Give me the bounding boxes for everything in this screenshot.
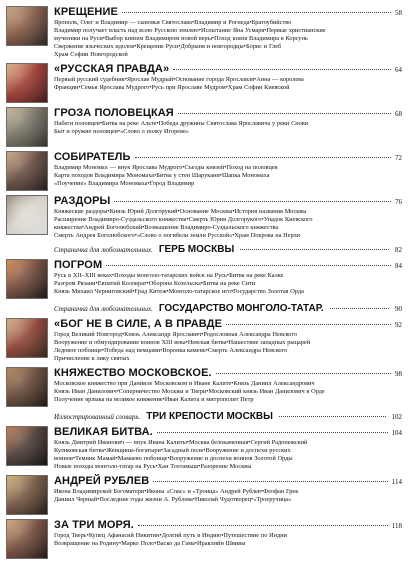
toc-page-number: 104 — [391, 429, 402, 437]
toc-page-number: 118 — [391, 522, 402, 530]
thumbnail-image — [6, 519, 48, 559]
toc-description — [54, 272, 402, 296]
thumbnail-image — [6, 426, 48, 466]
toc-description — [54, 380, 402, 404]
toc-title-line — [54, 151, 402, 163]
toc-page-number: 114 — [391, 478, 402, 486]
toc-description-line: Набеги половцев•Битва на реке Альте•Победа дружины Святослава Ярославича у реки Снови — [54, 120, 309, 127]
toc-page-number: 72 — [395, 154, 402, 162]
toc-title: «РУССКАЯ ПРАВДА» — [54, 63, 170, 75]
toc-description — [54, 164, 402, 188]
toc-row[interactable] — [6, 519, 402, 559]
toc-description-line: Ярополк, Олег и Владимир — сыновья Святослава•Владимир и Рогнеда•Братоубийство — [54, 19, 292, 26]
toc-title: КНЯЖЕСТВО МОСКОВСКОЕ. — [54, 367, 212, 379]
thumbnail-image — [6, 318, 48, 358]
toc-plain-prefix: Страничка для любознательных. — [54, 305, 153, 313]
toc-leader-dots — [153, 481, 387, 482]
toc-title: АНДРЕЙ РУБЛЕВ — [54, 475, 150, 487]
toc-description-line: Новые походы монголо-татар на Русь•Хан Тохтамыш•Разорение Москвы — [54, 463, 252, 470]
toc-page-number: 102 — [391, 413, 402, 421]
toc-plain-row[interactable] — [54, 303, 402, 314]
toc-page-number: 98 — [395, 370, 402, 378]
toc-description — [54, 331, 402, 363]
toc-plain-title: ГОСУДАРСТВО МОНГОЛО-ТАТАР. — [158, 303, 324, 314]
toc-row[interactable] — [6, 367, 402, 407]
toc-description-line: Карта походов Владимира Мономаха•Битва у стен Шарукани•Шапка Мономаха — [54, 172, 270, 179]
toc-row[interactable] — [6, 6, 402, 59]
toc-description — [54, 76, 402, 92]
toc-description-line: Московское княжество при Данииле Московском и Иване Калите•Князь Даниил Александрович — [54, 380, 315, 387]
toc-text — [54, 151, 402, 191]
toc-description-line: Храм Софии Новгородской — [54, 51, 128, 58]
toc-leader-dots — [330, 308, 389, 309]
toc-description-line: Вооружение и обмундирование воинов XIII века•Невская битва•Нашествие западных рыцарей — [54, 339, 311, 346]
toc-row[interactable] — [6, 475, 402, 515]
toc-title: КРЕЩЕНИЕ — [54, 6, 118, 18]
toc-leader-dots — [173, 69, 391, 70]
toc-description — [54, 19, 402, 59]
toc-description-line: Расширение Владимиро-Суздальского княжества•Смерть Юрия Долгорукого•Упадок Киевского — [54, 216, 313, 223]
toc-description-line: Город Тверь•Купец Афанасий Никитин•Долгий путь в Индию•Путешествие по Индии — [54, 532, 288, 539]
toc-description-line: Получение ярлыка на великое княжение•Иван Калита и митрополит Петр — [54, 396, 254, 403]
toc-description-line: Причисление к лику святых — [54, 355, 130, 362]
toc-description-line: Первый русский судебник•Ярослав Мудрый•Основание города Ярославля•Анна — королева — [54, 76, 304, 83]
toc-title: ВЕЛИКАЯ БИТВА. — [54, 426, 153, 438]
toc-page-number: 92 — [395, 321, 402, 329]
toc-row[interactable] — [6, 151, 402, 191]
thumbnail-image — [6, 107, 48, 147]
toc-text — [54, 475, 402, 515]
thumbnail-image — [6, 195, 48, 235]
toc-page-number: 68 — [395, 110, 402, 118]
toc-title: ЗА ТРИ МОРЯ. — [54, 519, 134, 531]
toc-title-line — [54, 318, 402, 330]
toc-description-line: Город Великий Новгород•Князь Александр Ярославич•Родословная Александра Невского — [54, 331, 298, 338]
toc-page-number: 90 — [395, 305, 402, 313]
toc-description-line: Князь Иван Данилович•Соперничество Москвы и Твери•Московский князь Иван Данилович в Орде — [54, 388, 325, 395]
toc-description-line: Свержение языческих идолов•Крещение Руси•Добрыня и новгородцы•Борис и Глеб — [54, 43, 282, 50]
toc-leader-dots — [226, 324, 391, 325]
toc-row[interactable] — [6, 426, 402, 471]
toc-page-number: 84 — [395, 262, 402, 270]
toc-description-line: княжества•Андрей Боголюбский•Возвышение Владимиро-Суздальского княжества — [54, 224, 279, 231]
toc-page-number: 82 — [395, 246, 402, 254]
toc-title: СОБИРАТЕЛЬ — [54, 151, 131, 163]
toc-description — [54, 439, 402, 471]
toc-description-line: Быт и оружие половцев•«Слово о полку Игореве» — [54, 128, 189, 135]
toc-description-line: Возвращение на Родину•Марко Поло•Васко да Гама•Ираклийн Швивы — [54, 540, 246, 547]
toc-spacer — [6, 559, 402, 563]
toc-description-line: Князь Дмитрий Иванович — внук Ивана Калиты•Москва белокаменная•Сергий Радонежский — [54, 439, 308, 446]
toc-text — [54, 6, 402, 59]
toc-leader-dots — [135, 157, 392, 158]
toc-title-line — [54, 475, 402, 487]
toc-description-line: Икона Владимирской Богоматери•Иконы «Спас» и «Троица» Андрей Рублев•Феофан Грек — [54, 488, 299, 495]
thumbnail-image — [6, 151, 48, 191]
toc-text — [54, 367, 402, 407]
toc-description-line: Смерть Андрея Боголюбского•«Слово о погибели земли Русской»•Храм Покрова на Нерли — [54, 232, 301, 239]
toc-description-line: Ледовое побоище•Победа над немцами•Воронка камень•Смерть Александра Невского — [54, 347, 288, 354]
toc-description-line: «Поучение» Владимира Мономаха•Город Владимир — [54, 180, 195, 187]
toc-description-line: Владимир Мономах — внук Ярослава Мудрого•Съезды князей•Поход на половцев — [54, 164, 278, 171]
toc-leader-dots — [216, 373, 391, 374]
toc-row[interactable] — [6, 195, 402, 240]
toc-text — [54, 318, 402, 363]
toc-leader-dots — [114, 201, 391, 202]
toc-plain-title: ГЕРБ МОСКВЫ — [158, 244, 235, 255]
toc-description — [54, 120, 402, 136]
thumbnail-image — [6, 475, 48, 515]
toc-description — [54, 532, 402, 548]
toc-title: ПОГРОМ — [54, 259, 103, 271]
toc-title-line — [54, 107, 402, 119]
toc-plain-prefix: Иллюстрированный словарь. — [54, 413, 141, 421]
toc-page-number: 64 — [395, 66, 402, 74]
thumbnail-image — [6, 367, 48, 407]
toc-row[interactable] — [6, 107, 402, 147]
toc-title-line — [54, 367, 402, 379]
toc-leader-dots — [138, 525, 388, 526]
toc-description-line: Князь Михаил Черниговский•Град Китеж•Монголо-татарское иго•Государство Золотая Орда — [54, 288, 304, 295]
toc-row[interactable] — [6, 259, 402, 299]
toc-leader-dots — [122, 12, 391, 13]
thumbnail-image — [6, 63, 48, 103]
toc-text — [54, 107, 402, 147]
toc-title-line — [54, 195, 402, 207]
thumbnail-image — [6, 259, 48, 299]
toc-description-line: Русь в XII–XIII веках•Походы монголо-татарских войск на Русь•Битва на реке Калке — [54, 272, 284, 279]
toc-description-line: мученики на Руси•Выбор князем Владимиром новой веры•Поход князя Владимира в Корсунь — [54, 35, 308, 42]
toc-title: ГРОЗА ПОЛОВЕЦКАЯ — [54, 107, 174, 119]
toc-description — [54, 488, 402, 504]
toc-description-line: Франции•Семья Ярослава Мудрого•Русь при Ярославе Мудром•Храм Софии Киевской — [54, 84, 290, 91]
toc-description-line: Разгром Рязани•Евпатий Коловрат•Оборона Козельска•Битва на реке Сити — [54, 280, 256, 287]
toc-description-line: Даниил Черный•Последние годы жизни А. Рублева•Николай Чудотворец•«Троеручица» — [54, 496, 292, 503]
toc-leader-dots — [279, 416, 386, 417]
toc-text — [54, 426, 402, 471]
toc-page-number: 76 — [395, 198, 402, 206]
toc-leader-dots — [106, 265, 391, 266]
toc-text — [54, 519, 402, 559]
toc-title: РАЗДОРЫ — [54, 195, 111, 207]
toc-text — [54, 259, 402, 299]
toc-plain-row[interactable] — [54, 411, 402, 422]
toc-title-line — [54, 63, 402, 75]
toc-text — [54, 63, 402, 103]
toc-description-line: Куликовская битва•Женщины-богатыри•Засадный полк•Вооружение и доспехи русских — [54, 447, 291, 454]
toc-plain-title: ТРИ КРЕПОСТИ МОСКВЫ — [146, 411, 273, 422]
toc-row[interactable] — [6, 63, 402, 103]
toc-text — [54, 195, 402, 240]
toc-title-line — [54, 6, 402, 18]
toc-title: «БОГ НЕ В СИЛЕ, А В ПРАВДЕ — [54, 318, 223, 330]
toc-page-number: 58 — [395, 9, 402, 17]
toc-plain-prefix: Страничка для любознательных. — [54, 246, 153, 254]
toc-description-line: Княжеские раздоры•Князь Юрий Долгорукий•Основание Москвы•История названия Москвы — [54, 208, 307, 215]
toc-row[interactable] — [6, 318, 402, 363]
toc-title-line — [54, 519, 402, 531]
toc-description-line: воинов•Темник Мамай•Мамаево побоище•Вооружение и доспехи воинов Золотой Орды — [54, 455, 293, 462]
toc-title-line — [54, 426, 402, 438]
thumbnail-image — [6, 6, 48, 46]
toc-leader-dots — [240, 249, 389, 250]
toc-description — [54, 208, 402, 240]
toc-leader-dots — [178, 113, 391, 114]
toc-leader-dots — [157, 432, 388, 433]
toc-description-line: Владимир получает власть над всею Русскою землею•Испытание Яна Усмаря•Первые христианские — [54, 27, 326, 34]
toc-title-line — [54, 259, 402, 271]
toc-plain-row[interactable] — [54, 244, 402, 255]
